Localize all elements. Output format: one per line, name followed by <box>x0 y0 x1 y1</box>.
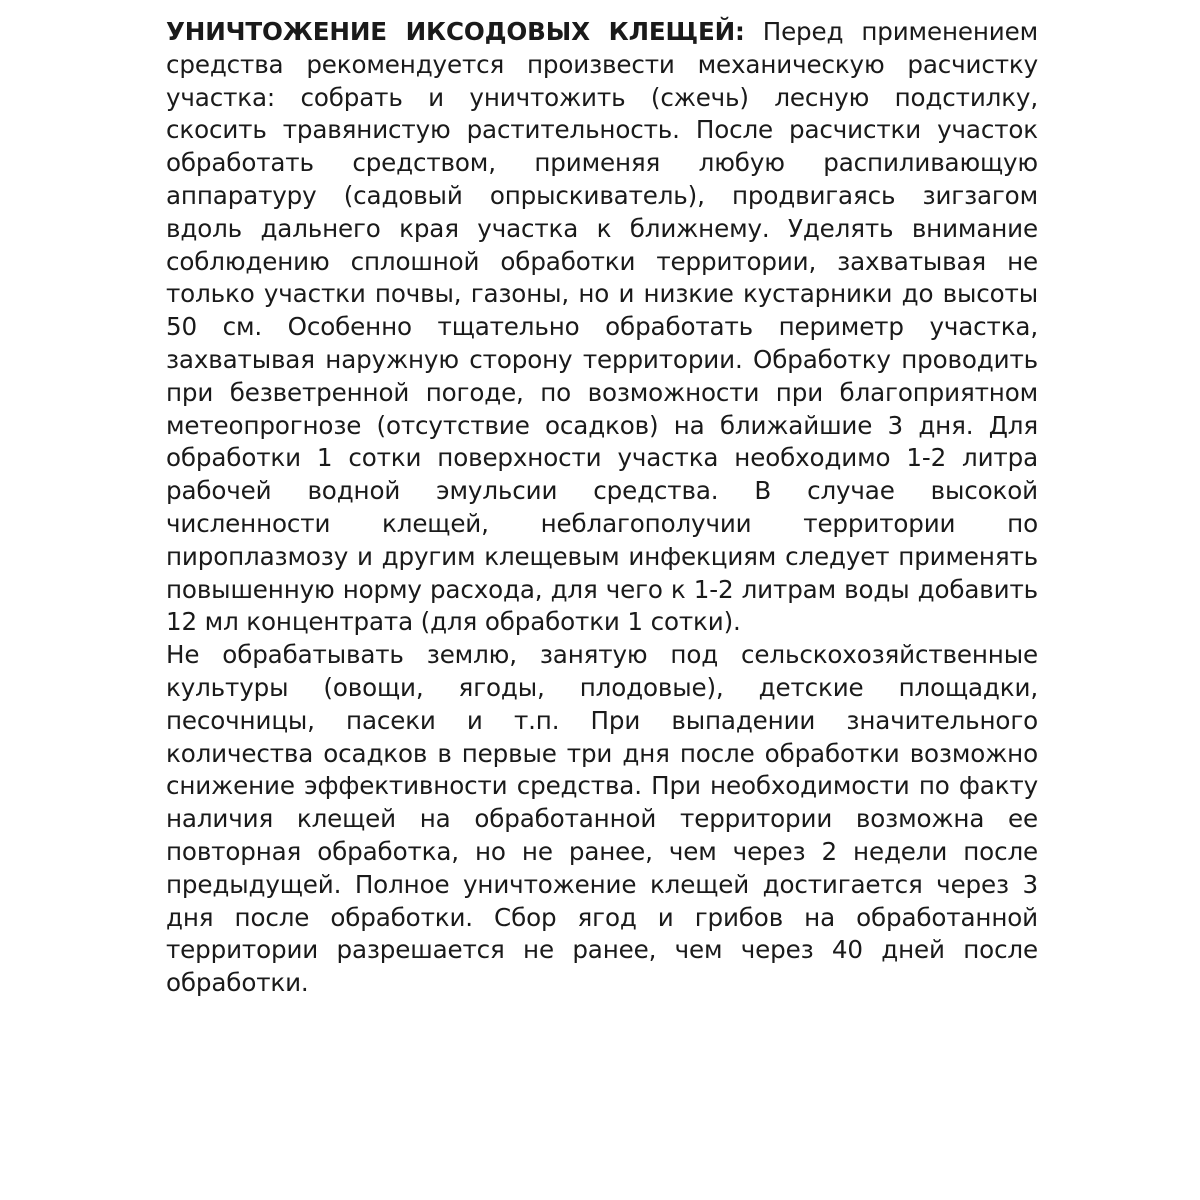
section-heading: УНИЧТОЖЕНИЕ ИКСОДОВЫХ КЛЕЩЕЙ: <box>166 17 745 46</box>
paragraph-2-text: Не обрабатывать землю, занятую под сельскохозяйственные культуры (овощи, ягоды, плодовые), детские площадки, песочницы, пасеки и т.п. При выпадении значительного количества осадков в первые три дня после обработки возможно снижение эффективности средства. При необходимости по факту наличия клещей на обработанной территории возможна ее повторная обработка, но не ранее, чем через 2 недели после предыдущей. Полное уничтожение клещей достигается через 3 дня после обработки. Сбор ягод и грибов на обработанной территории разрешается не ранее, чем через 40 дней после обработки. <box>166 640 1038 998</box>
instructions-paragraph-1 <box>166 16 1038 639</box>
paragraph-1-text: Перед применением средства рекомендуется произвести механическую расчистку участка: собрать и уничтожить (сжечь) лесную подстилку, скосить травянистую растительность. После расчистки участок обработать средством, применяя любую распиливающую аппаратуру (садовый опрыскиватель), продвигаясь зигзагом вдоль дальнего края участка к ближнему. Уделять внимание соблюдению сплошной обработки территории, захватывая не только участки почвы, газоны, но и низкие кустарники до высоты 50 см. Особенно тщательно обработать периметр участка, захватывая наружную сторону территории. Обработку проводить при безветренной погоде, по возможности при благоприятном метеопрогнозе (отсутствие осадков) на ближайшие 3 дня. Для обработки 1 сотки поверхности участка необходимо 1-2 литра рабочей водной эмульсии средства. В случае высокой численности клещей, неблагополучии территории по пироплазмозу и другим клещевым инфекциям следует применять повышенную норму расхода, для чего к 1-2 литрам воды добавить 12 мл концентрата (для обработки 1 сотки). <box>166 17 1038 637</box>
document-body <box>166 16 1038 1000</box>
instructions-paragraph-2 <box>166 639 1038 1000</box>
